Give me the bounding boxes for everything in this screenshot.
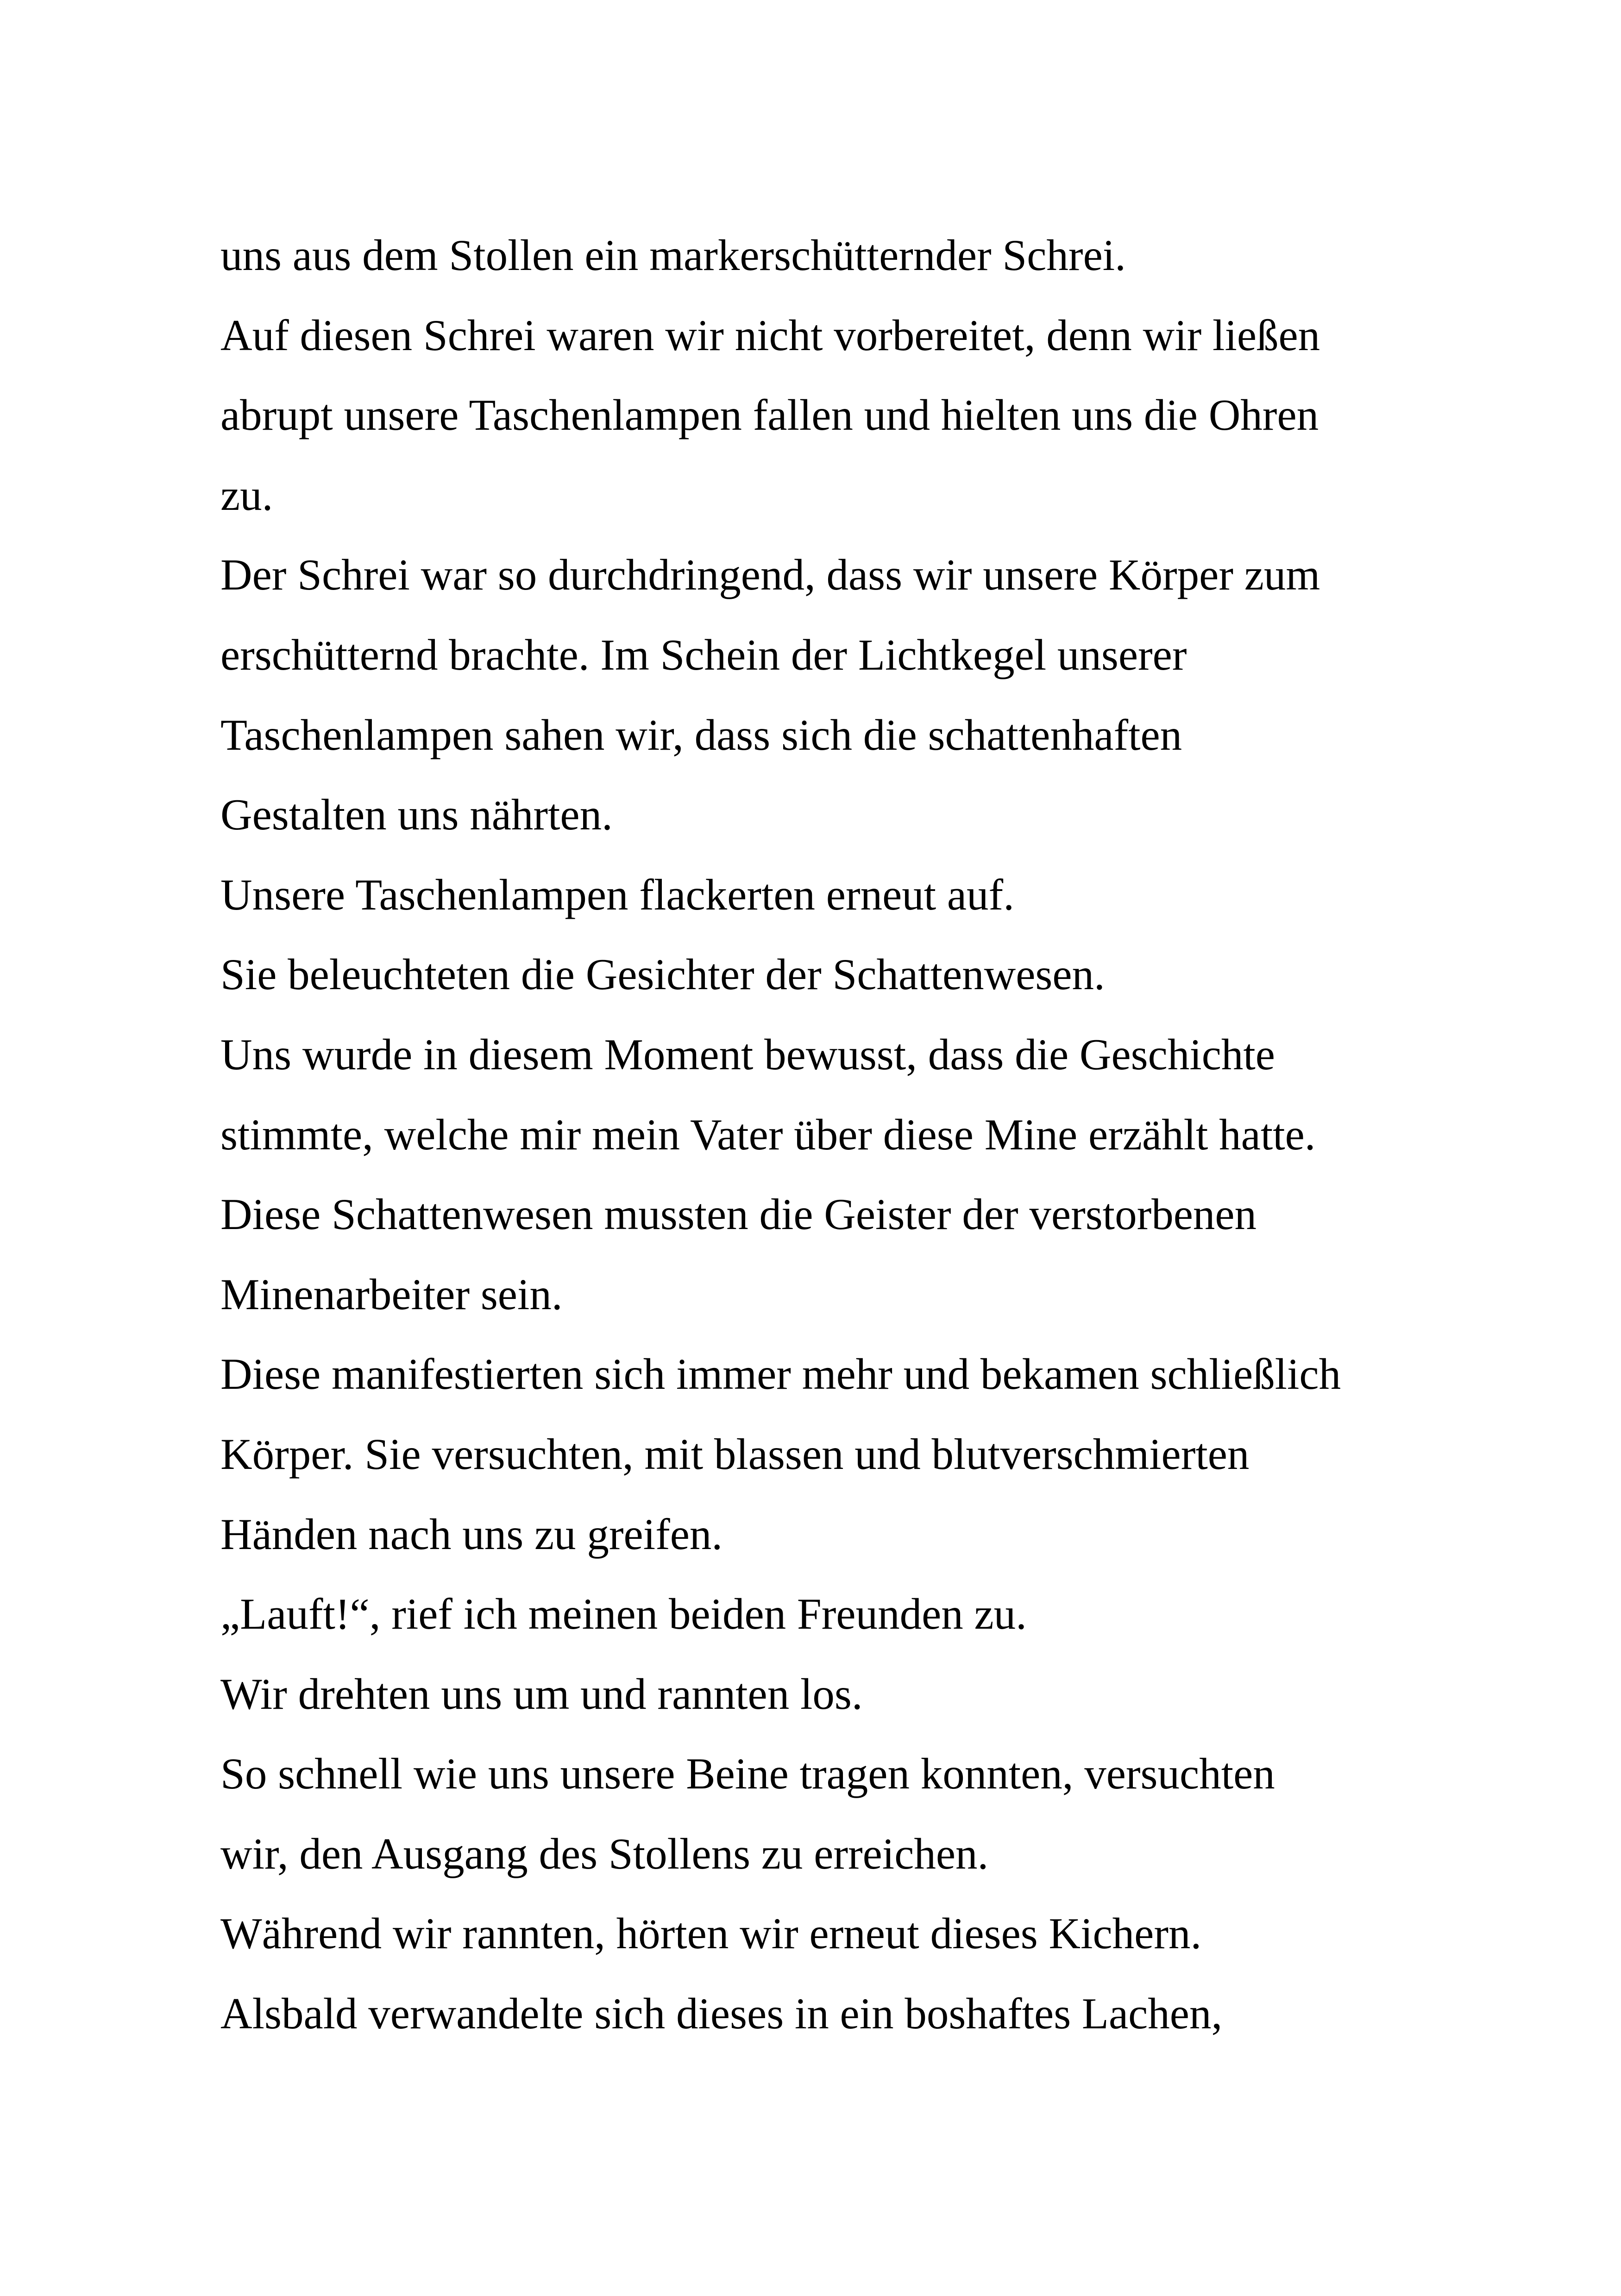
text-line-22: Während wir rannten, hörten wir erneut dieses Kichern.: [220, 1909, 1202, 1958]
text-line-2: Auf diesen Schrei waren wir nicht vorbereitet, denn wir ließen: [220, 310, 1320, 360]
text-line-5: Der Schrei war so durchdringend, dass wir unsere Körper zum: [220, 550, 1320, 600]
text-line-6: erschütternd brachte. Im Schein der Lichtkegel unserer: [220, 630, 1187, 679]
text-line-17: Händen nach uns zu greifen.: [220, 1509, 723, 1559]
text-line-7: Taschenlampen sahen wir, dass sich die schattenhaften: [220, 710, 1182, 759]
text-line-3: abrupt unsere Taschenlampen fallen und hielten uns die Ohren: [220, 390, 1319, 440]
text-line-11: Uns wurde in diesem Moment bewusst, dass die Geschichte: [220, 1029, 1275, 1079]
text-line-18: „Lauft!“, rief ich meinen beiden Freunden zu.: [220, 1589, 1027, 1639]
text-line-15: Diese manifestierten sich immer mehr und bekamen schließlich: [220, 1349, 1341, 1399]
text-line-12: stimmte, welche mir mein Vater über diese Mine erzählt hatte.: [220, 1110, 1316, 1159]
text-line-19: Wir drehten uns um und rannten los.: [220, 1669, 863, 1719]
text-line-4: zu.: [220, 470, 273, 520]
body-text: [220, 215, 1517, 2054]
text-line-16: Körper. Sie versuchten, mit blassen und blutverschmierten: [220, 1429, 1250, 1479]
text-line-10: Sie beleuchteten die Gesichter der Schattenwesen.: [220, 950, 1105, 999]
text-line-13: Diese Schattenwesen mussten die Geister der verstorbenen: [220, 1190, 1257, 1239]
text-line-14: Minenarbeiter sein.: [220, 1269, 563, 1319]
text-line-23: Alsbald verwandelte sich dieses in ein boshaftes Lachen,: [220, 1989, 1223, 2039]
text-line-21: wir, den Ausgang des Stollens zu erreichen.: [220, 1829, 989, 1878]
text-line-9: Unsere Taschenlampen flackerten erneut auf.: [220, 870, 1014, 919]
text-line-20: So schnell wie uns unsere Beine tragen konnten, versuchten: [220, 1749, 1275, 1799]
text-line-1: uns aus dem Stollen ein markerschütternder Schrei.: [220, 231, 1126, 280]
text-line-8: Gestalten uns nährten.: [220, 790, 613, 840]
